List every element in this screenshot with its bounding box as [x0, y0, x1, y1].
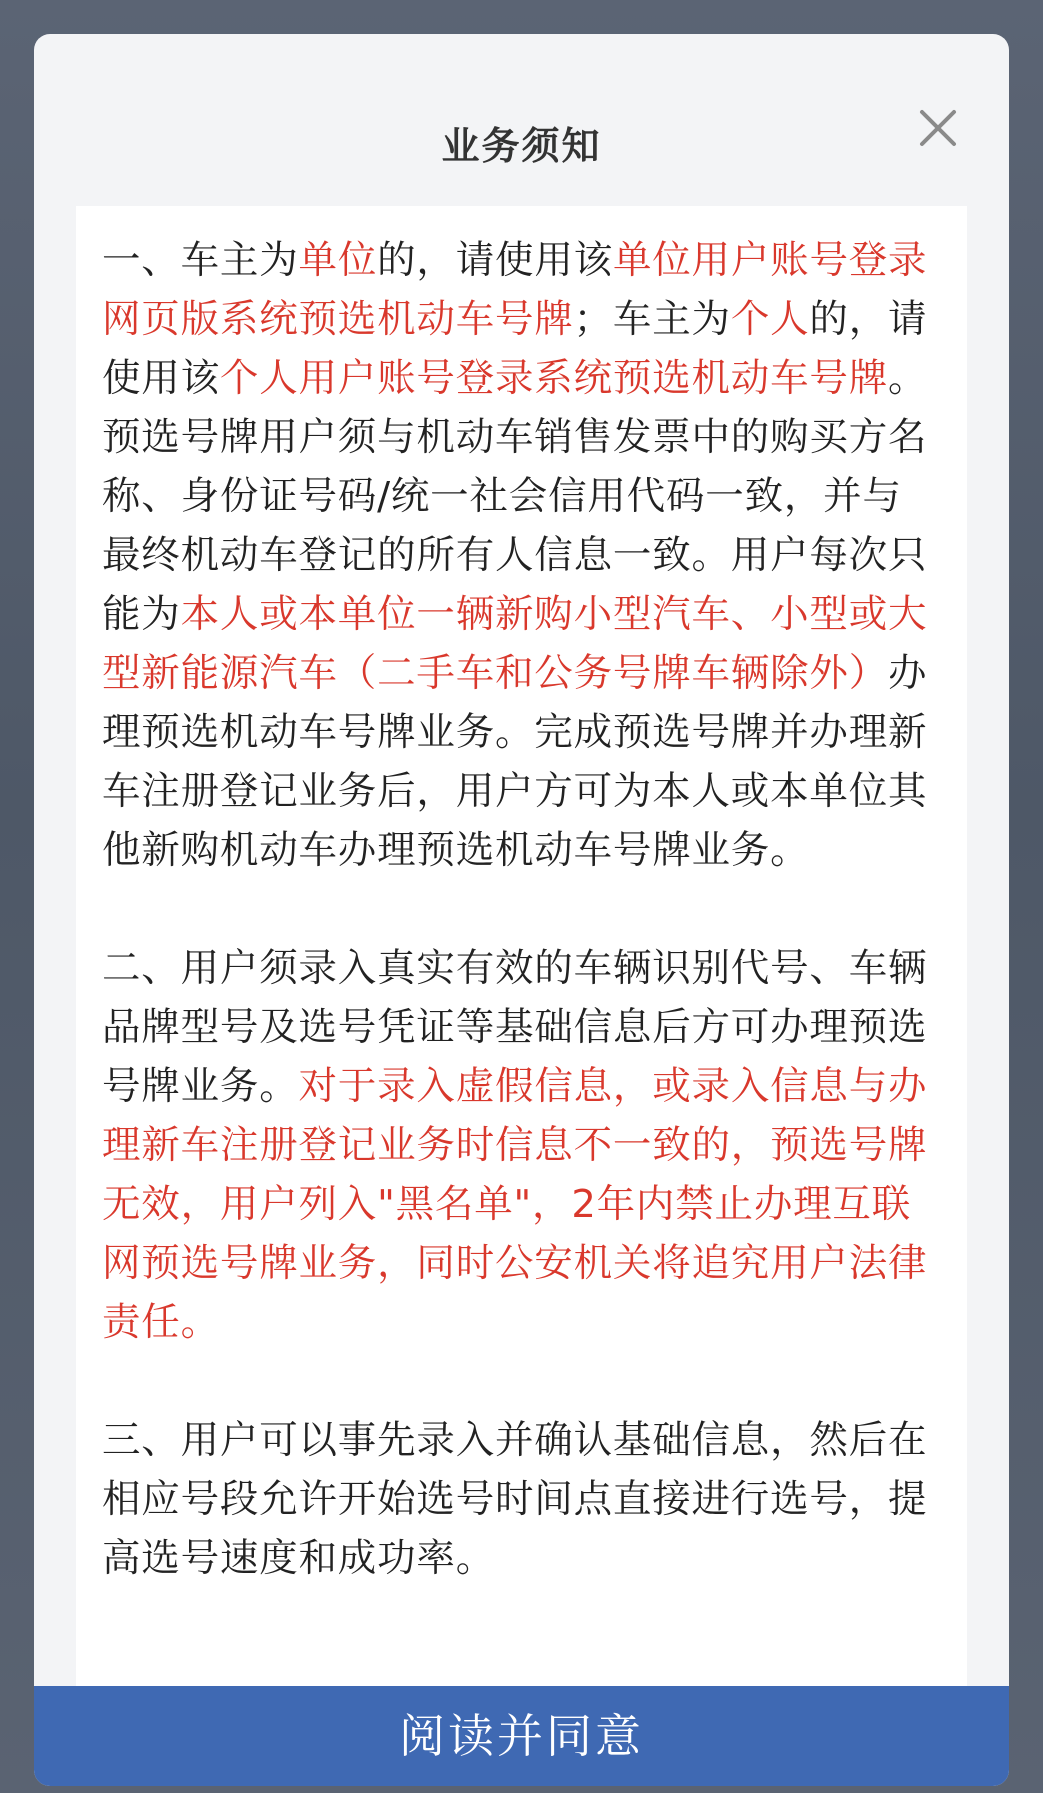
p2-text-1: 二、用户须录入真实有效的车辆识别代号、车辆品牌型号及选号凭证等基础信息后方可办理预选号牌业务。: [102, 946, 928, 1109]
p3-text-1: 三、用户可以事先录入并确认基础信息，然后在相应号段允许开始选号时间点直接进行选号，提高选号速度和成功率。: [102, 1418, 928, 1581]
notice-paragraph-1: [76, 206, 967, 880]
close-icon[interactable]: [904, 94, 972, 162]
notice-dialog: [34, 34, 1009, 1786]
read-and-agree-button[interactable]: 阅读并同意: [34, 1686, 1009, 1786]
p1-text-4: 的，请使用该: [102, 297, 928, 401]
p1-highlight-4: 个人用户账号登录系统预选机动车号牌: [219, 356, 889, 401]
p1-text-3: ；车主为: [573, 297, 731, 342]
p1-text-2: 的，请使用该: [377, 238, 613, 283]
notice-content[interactable]: [76, 206, 967, 1686]
notice-paragraph-3: [76, 1411, 967, 1588]
p1-highlight-2: 单位用户账号登录网页版系统预选机动车号牌: [102, 238, 928, 342]
p1-text-5: 。预选号牌用户须与机动车销售发票中的购买方名称、身份证号码/统一社会信用代码一致，并与最终机动车登记的所有人信息一致。用户每次只能为: [102, 356, 928, 637]
dialog-title: 业务须知: [441, 124, 602, 168]
p1-highlight-3: 个人: [730, 297, 810, 342]
p1-highlight-5: 本人或本单位一辆新购小型汽车、小型或大型新能源汽车（二手车和公务号牌车辆除外）: [102, 592, 928, 696]
notice-paragraph-2: [76, 939, 967, 1352]
p2-highlight-1: 对于录入虚假信息，或录入信息与办理新车注册登记业务时信息不一致的，预选号牌无效，用户列入"黑名单"，2年内禁止办理互联网预选号牌业务，同时公安机关将追究用户法律责任。: [102, 1064, 928, 1345]
p1-text-6: 办理预选机动车号牌业务。完成预选号牌并办理新车注册登记业务后，用户方可为本人或本单位其他新购机动车办理预选机动车号牌业务。: [102, 651, 928, 873]
p1-highlight-1: 单位: [298, 238, 378, 283]
p1-text-1: 一、车主为: [102, 238, 299, 283]
